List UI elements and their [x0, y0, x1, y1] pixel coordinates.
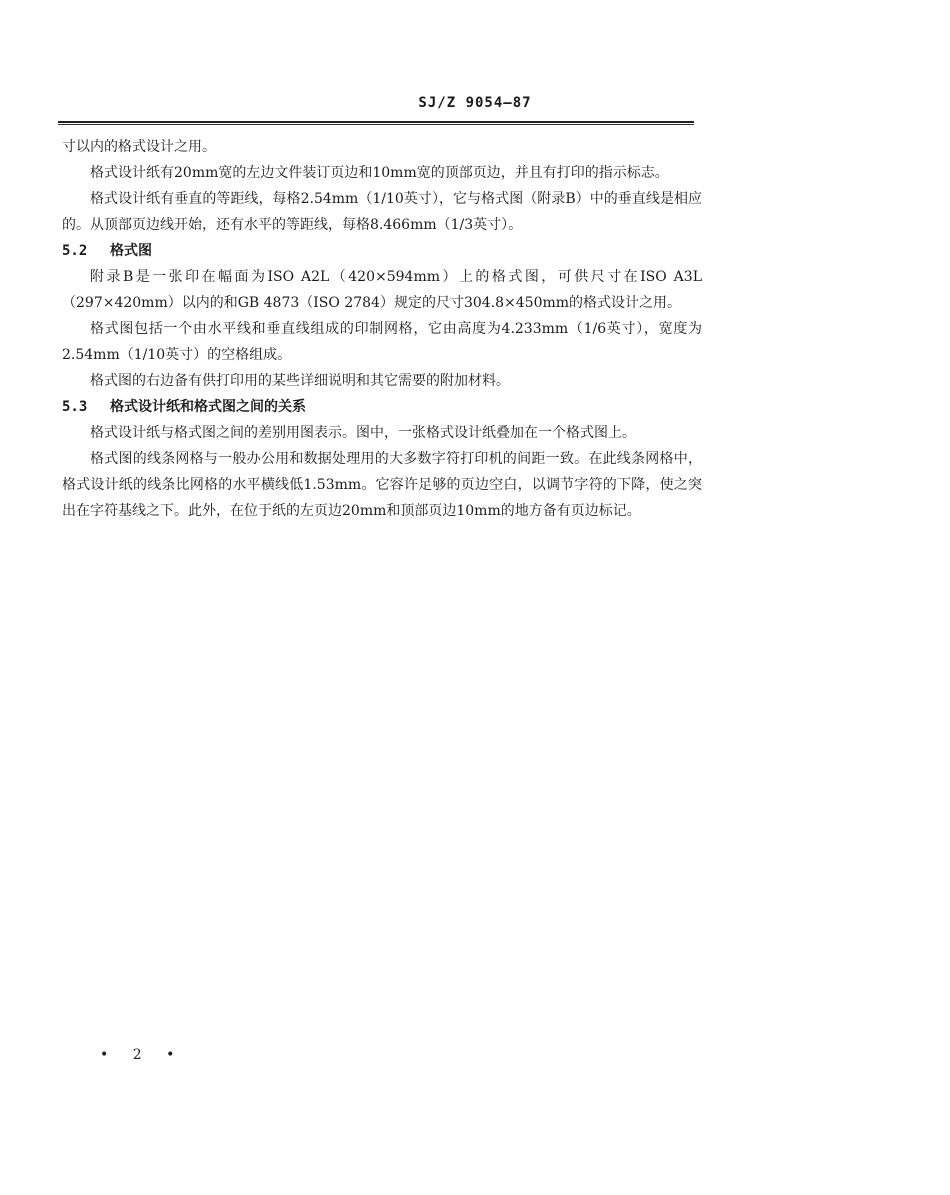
section-number: 5.3 — [62, 399, 88, 415]
document-body — [62, 134, 702, 524]
section-heading-5-2 — [62, 238, 702, 264]
section-title: 格式图 — [110, 243, 152, 259]
paragraph-appendix-b: 附录B是一张印在幅面为ISO A2L（420×594mm）上的格式图，可供尺寸在ISO A3L（297×420mm）以内的和GB 4873（ISO 2784）规定的尺寸304.8×450mm的格式设计之用。 — [62, 269, 702, 311]
header-rule-thin — [58, 124, 694, 125]
standard-code-header: SJ/Z 9054—87 — [418, 95, 532, 111]
header-rule — [58, 121, 694, 123]
paragraph-grid-lines: 格式设计纸有垂直的等距线，每格2.54mm（1/10英寸），它与格式图（附录B）中的垂直线是相应的。从顶部页边线开始，还有水平的等距线，每格8.466mm（1/3英寸）。 — [62, 191, 702, 233]
section-number: 5.2 — [62, 243, 88, 259]
section-title: 格式设计纸和格式图之间的关系 — [110, 399, 306, 415]
section-heading-5-3 — [62, 394, 702, 420]
paragraph-difference: 格式设计纸与格式图之间的差别用图表示。图中，一张格式设计纸叠加在一个格式图上。 — [90, 425, 636, 441]
paragraph-margins: 格式设计纸有20mm宽的左边文件装订页边和10mm宽的顶部页边，并且有打印的指示标志。 — [90, 165, 669, 181]
paragraph-print-grid: 格式图包括一个由水平线和垂直线组成的印制网格，它由高度为4.233mm（1/6英寸），宽度为2.54mm（1/10英寸）的空格组成。 — [62, 321, 702, 363]
page-number: • 2 • — [100, 1047, 185, 1063]
paragraph-continuation: 寸以内的格式设计之用。 — [62, 139, 216, 155]
paragraph-line-grid: 格式图的线条网格与一般办公用和数据处理用的大多数字符打印机的间距一致。在此线条网格中，格式设计纸的线条比网格的水平横线低1.53mm。它容许足够的页边空白，以调节字符的下降，使之突出在字符基线之下。此外，在位于纸的左页边20mm和顶部页边10mm的地方备有页边标记。 — [62, 451, 702, 519]
paragraph-right-margin: 格式图的右边备有供打印用的某些详细说明和其它需要的附加材料。 — [90, 373, 510, 389]
